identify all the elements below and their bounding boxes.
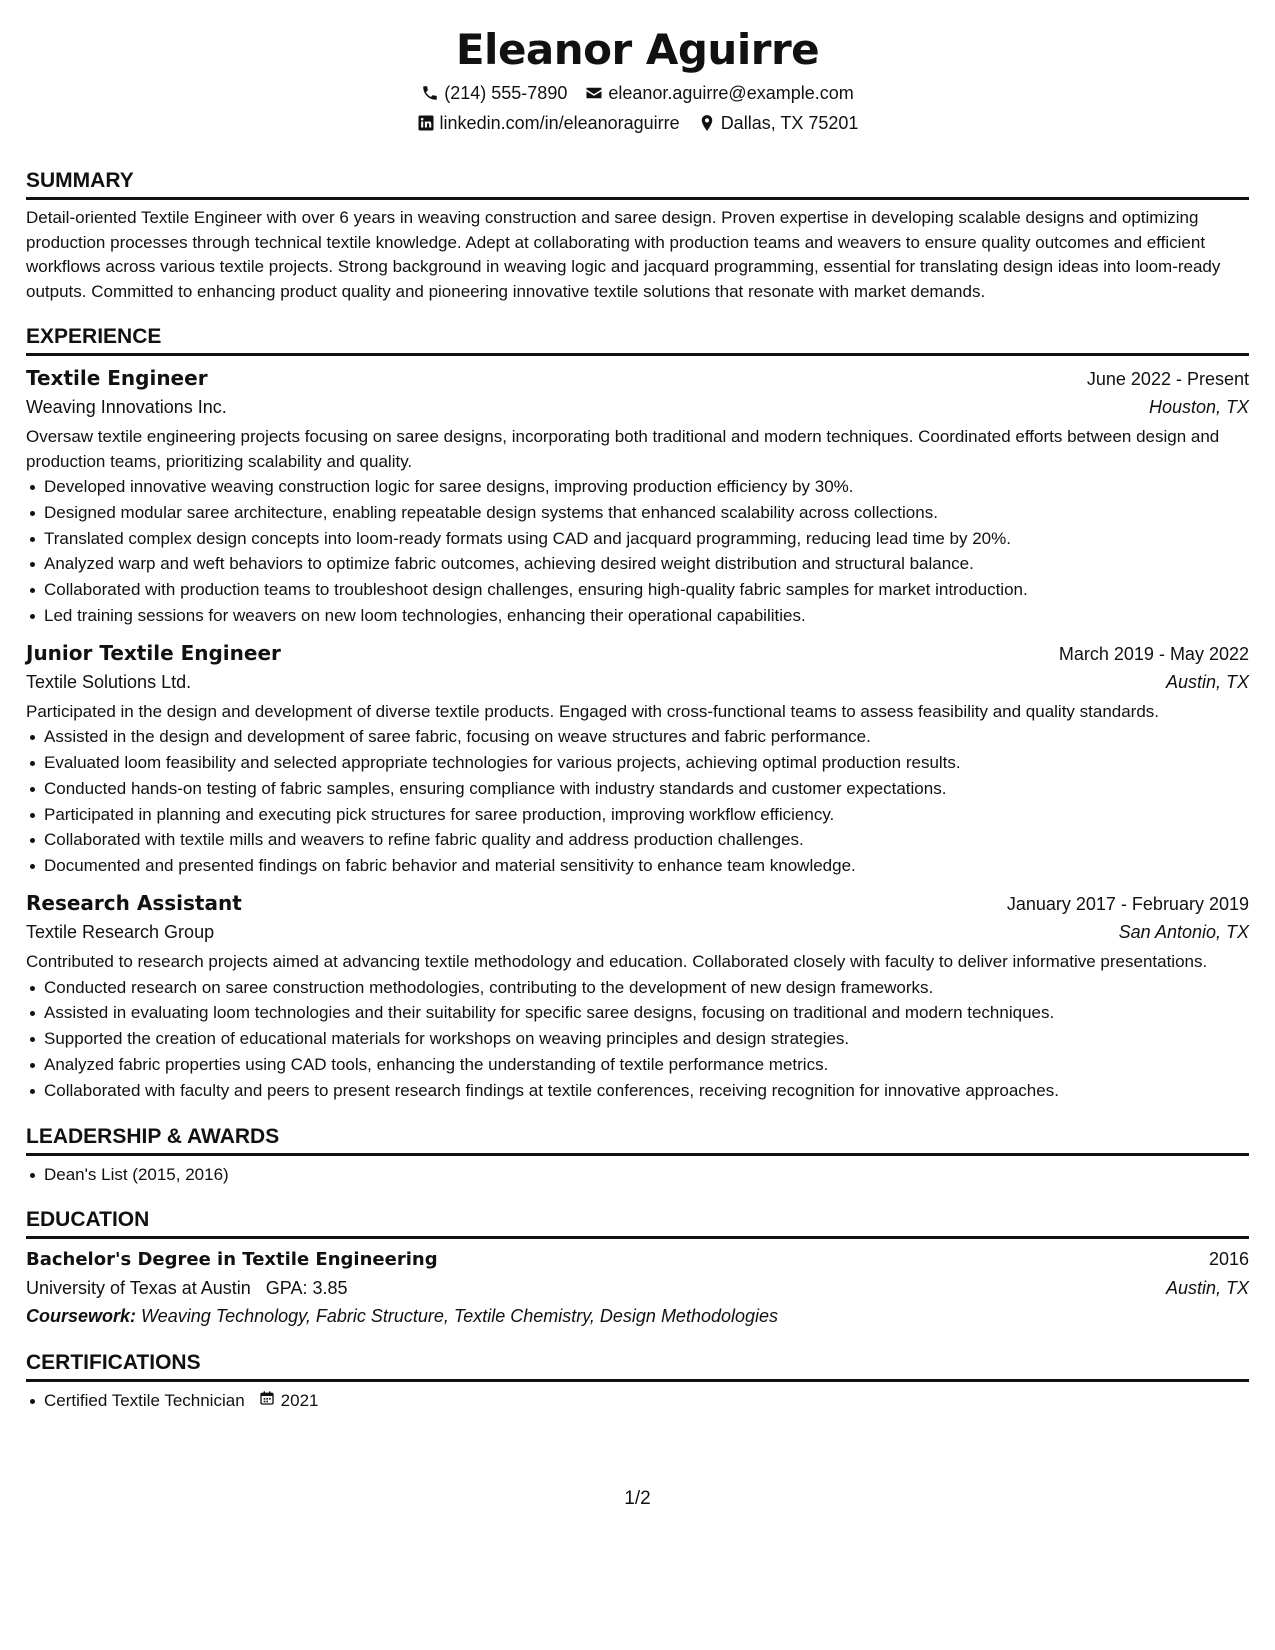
job-bullets: [26, 975, 1249, 1104]
school-name: University of Texas at Austin: [26, 1278, 251, 1299]
job-dates: January 2017 - February 2019: [1006, 894, 1249, 915]
bullet-item: Conducted hands-on testing of fabric samples, ensuring compliance with industry standards and customer expectations.: [44, 776, 1249, 802]
job-location: San Antonio, TX: [1118, 922, 1249, 943]
job-title: Textile Engineer: [26, 366, 208, 390]
job-location: Houston, TX: [1148, 397, 1249, 417]
coursework-label: Coursework:: [26, 1306, 137, 1327]
certifications-section: [26, 1350, 1249, 1414]
certifications-list: [26, 1388, 1249, 1414]
leadership-heading: LEADERSHIP & AWARDS: [26, 1124, 1249, 1156]
award-item: Dean's List (2015, 2016): [44, 1162, 1249, 1188]
bullet-item: Assisted in evaluating loom technologies and their suitability for specific saree designs, focusing on traditional and modern techniques.: [44, 1000, 1249, 1026]
bullet-item: Evaluated loom feasibility and selected appropriate technologies for various projects, achieving optimal production results.: [44, 750, 1249, 776]
company-name: Textile Solutions Ltd.: [26, 671, 192, 692]
education-entry: [26, 1245, 1249, 1330]
job-description: Oversaw textile engineering projects focusing on saree designs, incorporating both traditional and modern techniques. Coordinated efforts between design and production teams, prioritizing scalability and quality.: [26, 427, 1220, 471]
bullet-item: Translated complex design concepts into loom-ready formats using CAD and jacquard programming, reducing lead time by 20%.: [44, 526, 1249, 552]
job-dates: June 2022 - Present: [1086, 369, 1249, 389]
email-text[interactable]: eleanor.aguirre@example.com: [608, 83, 854, 103]
contact-row-1: [26, 82, 1249, 104]
contact-location: [698, 112, 859, 134]
job-bullets: [26, 724, 1249, 879]
bullet-item: Conducted research on saree construction methodologies, contributing to the development of new design frameworks.: [44, 975, 1249, 1001]
leadership-section: [26, 1124, 1249, 1188]
job-entry: [26, 639, 1249, 879]
certification-name: Certified Textile Technician: [44, 1391, 245, 1411]
summary-heading: SUMMARY: [26, 168, 1249, 200]
contact-linkedin[interactable]: [417, 112, 680, 134]
linkedin-text[interactable]: linkedin.com/in/eleanoraguirre: [439, 113, 680, 133]
summary-text: Detail-oriented Textile Engineer with over 6 years in weaving construction and saree design. Proven expertise in developing scalable designs and optimizing production processes through technical textile knowledge. Adept at collaborating with production teams and weavers to ensure quality outcomes and efficient workflows across various textile projects. Strong background in weaving logic and jacquard programming, essential for translating design ideas into loom-ready outputs. Committed to enhancing product quality and pioneering innovative textile solutions that resonate with market demands.: [26, 208, 1221, 301]
school-line: [26, 1274, 348, 1302]
contact-phone: [421, 82, 567, 104]
map-pin-icon: [698, 114, 716, 132]
certification-item: [44, 1388, 1249, 1414]
bullet-item: Led training sessions for weavers on new loom technologies, enhancing their operational capabilities.: [44, 603, 1249, 629]
graduation-year: 2016: [1208, 1249, 1249, 1270]
company-name: Textile Research Group: [26, 922, 215, 943]
education-heading: EDUCATION: [26, 1207, 1249, 1239]
bullet-item: Participated in planning and executing pick structures for saree production, improving workflow efficiency.: [44, 802, 1249, 828]
bullet-item: Analyzed fabric properties using CAD tools, enhancing the understanding of textile performance metrics.: [44, 1052, 1249, 1078]
bullet-item: Documented and presented findings on fabric behavior and material sensitivity to enhance team knowledge.: [44, 853, 1249, 879]
job-bullets: [26, 474, 1249, 629]
job-description: Participated in the design and development of diverse textile products. Engaged with cross-functional teams to assess feasibility and quality standards.: [26, 701, 1160, 721]
experience-heading: EXPERIENCE: [26, 324, 1249, 356]
certifications-heading: CERTIFICATIONS: [26, 1350, 1249, 1382]
candidate-name: Eleanor Aguirre: [455, 25, 820, 74]
contact-row-2: [26, 112, 1249, 134]
job-dates: March 2019 - May 2022: [1058, 643, 1249, 664]
bullet-item: Assisted in the design and development of saree fabric, focusing on weave structures and fabric performance.: [44, 724, 1249, 750]
gpa: GPA: 3.85: [265, 1278, 348, 1299]
job-location: Austin, TX: [1165, 671, 1249, 692]
bullet-item: Collaborated with faculty and peers to present research findings at textile conferences, receiving recognition for innovative approaches.: [44, 1078, 1249, 1104]
job-description: Contributed to research projects aimed at advancing textile methodology and education. Collaborated closely with faculty to deliver informative presentations.: [26, 952, 1208, 972]
bullet-item: Designed modular saree architecture, enabling repeatable design systems that enhanced scalability across collections.: [44, 500, 1249, 526]
job-entry: [26, 889, 1249, 1103]
phone-text: (214) 555-7890: [444, 83, 568, 103]
page-number: 1/2: [624, 1488, 651, 1509]
experience-section: [26, 324, 1249, 1104]
bullet-item: Collaborated with production teams to troubleshoot design challenges, ensuring high-quality fabric samples for market introduction.: [44, 577, 1249, 603]
degree-title: Bachelor's Degree in Textile Engineering: [26, 1249, 438, 1271]
leadership-list: [26, 1162, 1249, 1188]
location-text: Dallas, TX 75201: [720, 113, 859, 133]
certification-year: 2021: [280, 1391, 319, 1411]
job-entry: [26, 364, 1249, 629]
bullet-item: Collaborated with textile mills and weavers to refine fabric quality and address production challenges.: [44, 827, 1249, 853]
phone-icon: [421, 84, 439, 102]
school-location: Austin, TX: [1165, 1278, 1249, 1299]
coursework-line: [26, 1302, 1249, 1330]
job-title: Junior Textile Engineer: [26, 640, 281, 665]
company-name: Weaving Innovations Inc.: [26, 397, 227, 417]
education-section: [26, 1207, 1249, 1330]
bullet-item: Analyzed warp and weft behaviors to optimize fabric outcomes, achieving desired weight distribution and structural balance.: [44, 551, 1249, 577]
coursework-list: Weaving Technology, Fabric Structure, Textile Chemistry, Design Methodologies: [141, 1306, 779, 1327]
summary-section: [26, 168, 1249, 304]
bullet-item: Developed innovative weaving construction logic for saree designs, improving production efficiency by 30%.: [44, 474, 1249, 500]
calendar-icon: [251, 1388, 275, 1414]
contact-email[interactable]: [585, 82, 853, 104]
job-title: Research Assistant: [26, 891, 242, 916]
bullet-item: Supported the creation of educational materials for workshops on weaving principles and design strategies.: [44, 1026, 1249, 1052]
envelope-icon: [585, 84, 603, 102]
linkedin-icon: [417, 114, 435, 132]
